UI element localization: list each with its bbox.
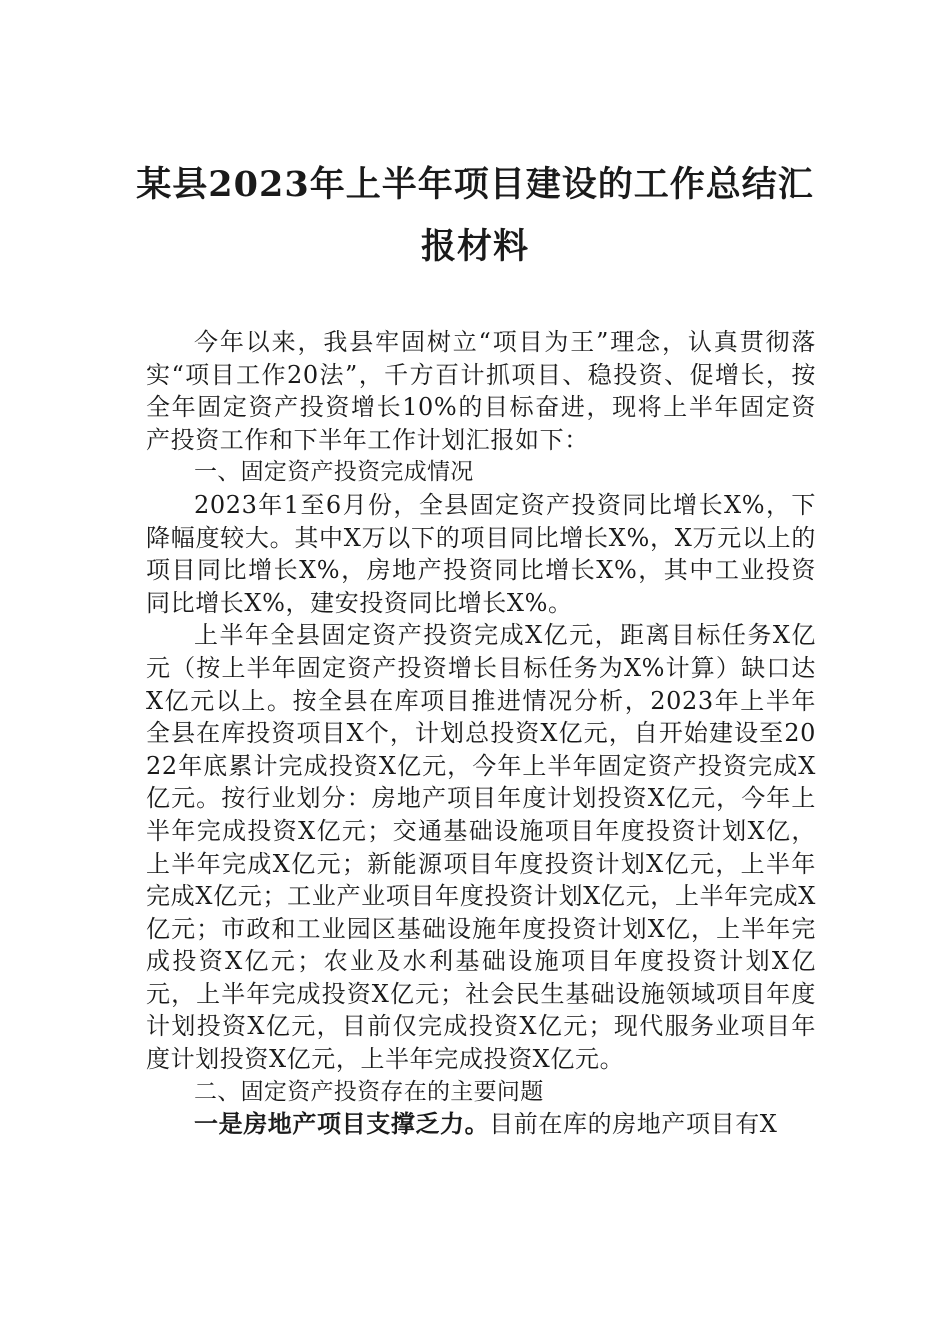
section1-paragraph-2: 上半年全县固定资产投资完成X亿元，距离目标任务X亿元（按上半年固定资产投资增长目标任务为X%计算）缺口达X亿元以上。按全县在库项目推进情况分析，2023年上半年全县在库投资项目X个，计划总投资X亿元，自开始建设至2022年底累计完成投资X亿元，今年上半年固定资产投资完成X亿元。按行业划分：房地产项目年度计划投资X亿元，今年上半年完成投资X亿元；交通基础设施项目年度投资计划X亿，上半年完成X亿元；新能源项目年度投资计划X亿元，上半年完成X亿元；工业产业项目年度投资计划X亿元，上半年完成X亿元；市政和工业园区基础设施年度投资计划X亿，上半年完成投资X亿元；农业及水利基础设施项目年度投资计划X亿元，上半年完成投资X亿元；社会民生基础设施领域项目年度计划投资X亿元，目前仅完成投资X亿元；现代服务业项目年度计划投资X亿元，上半年完成投资X亿元。 (146, 621, 816, 1074)
section2-body-text: 目前在库的房地产项目有X (489, 1110, 778, 1139)
section-heading-2: 二、固定资产投资存在的主要问题 (194, 1078, 544, 1105)
intro-paragraph: 今年以来，我县牢固树立“项目为王”理念，认真贯彻落实“项目工作20法”，千方百计抓项目、稳投资、促增长，按全年固定资产投资增长10%的目标奋进，现将上半年固定资产投资工作和下半年工作计划汇报如下： (146, 328, 816, 454)
section1-paragraph-1: 2023年1至6月份，全县固定资产投资同比增长X%，下降幅度较大。其中X万以下的项目同比增长X%，X万元以上的项目同比增长X%，房地产投资同比增长X%，其中工业投资同比增长X%，建安投资同比增长X%。 (146, 490, 816, 617)
section-heading-1: 一、固定资产投资完成情况 (194, 459, 474, 486)
section2-paragraph-1 (146, 1108, 816, 1141)
document-body (146, 326, 816, 1141)
document-title: 某县2023年上半年项目建设的工作总结汇报材料 (136, 164, 814, 267)
section2-lead-text: 一是房地产项目支撑乏力。 (194, 1109, 490, 1139)
